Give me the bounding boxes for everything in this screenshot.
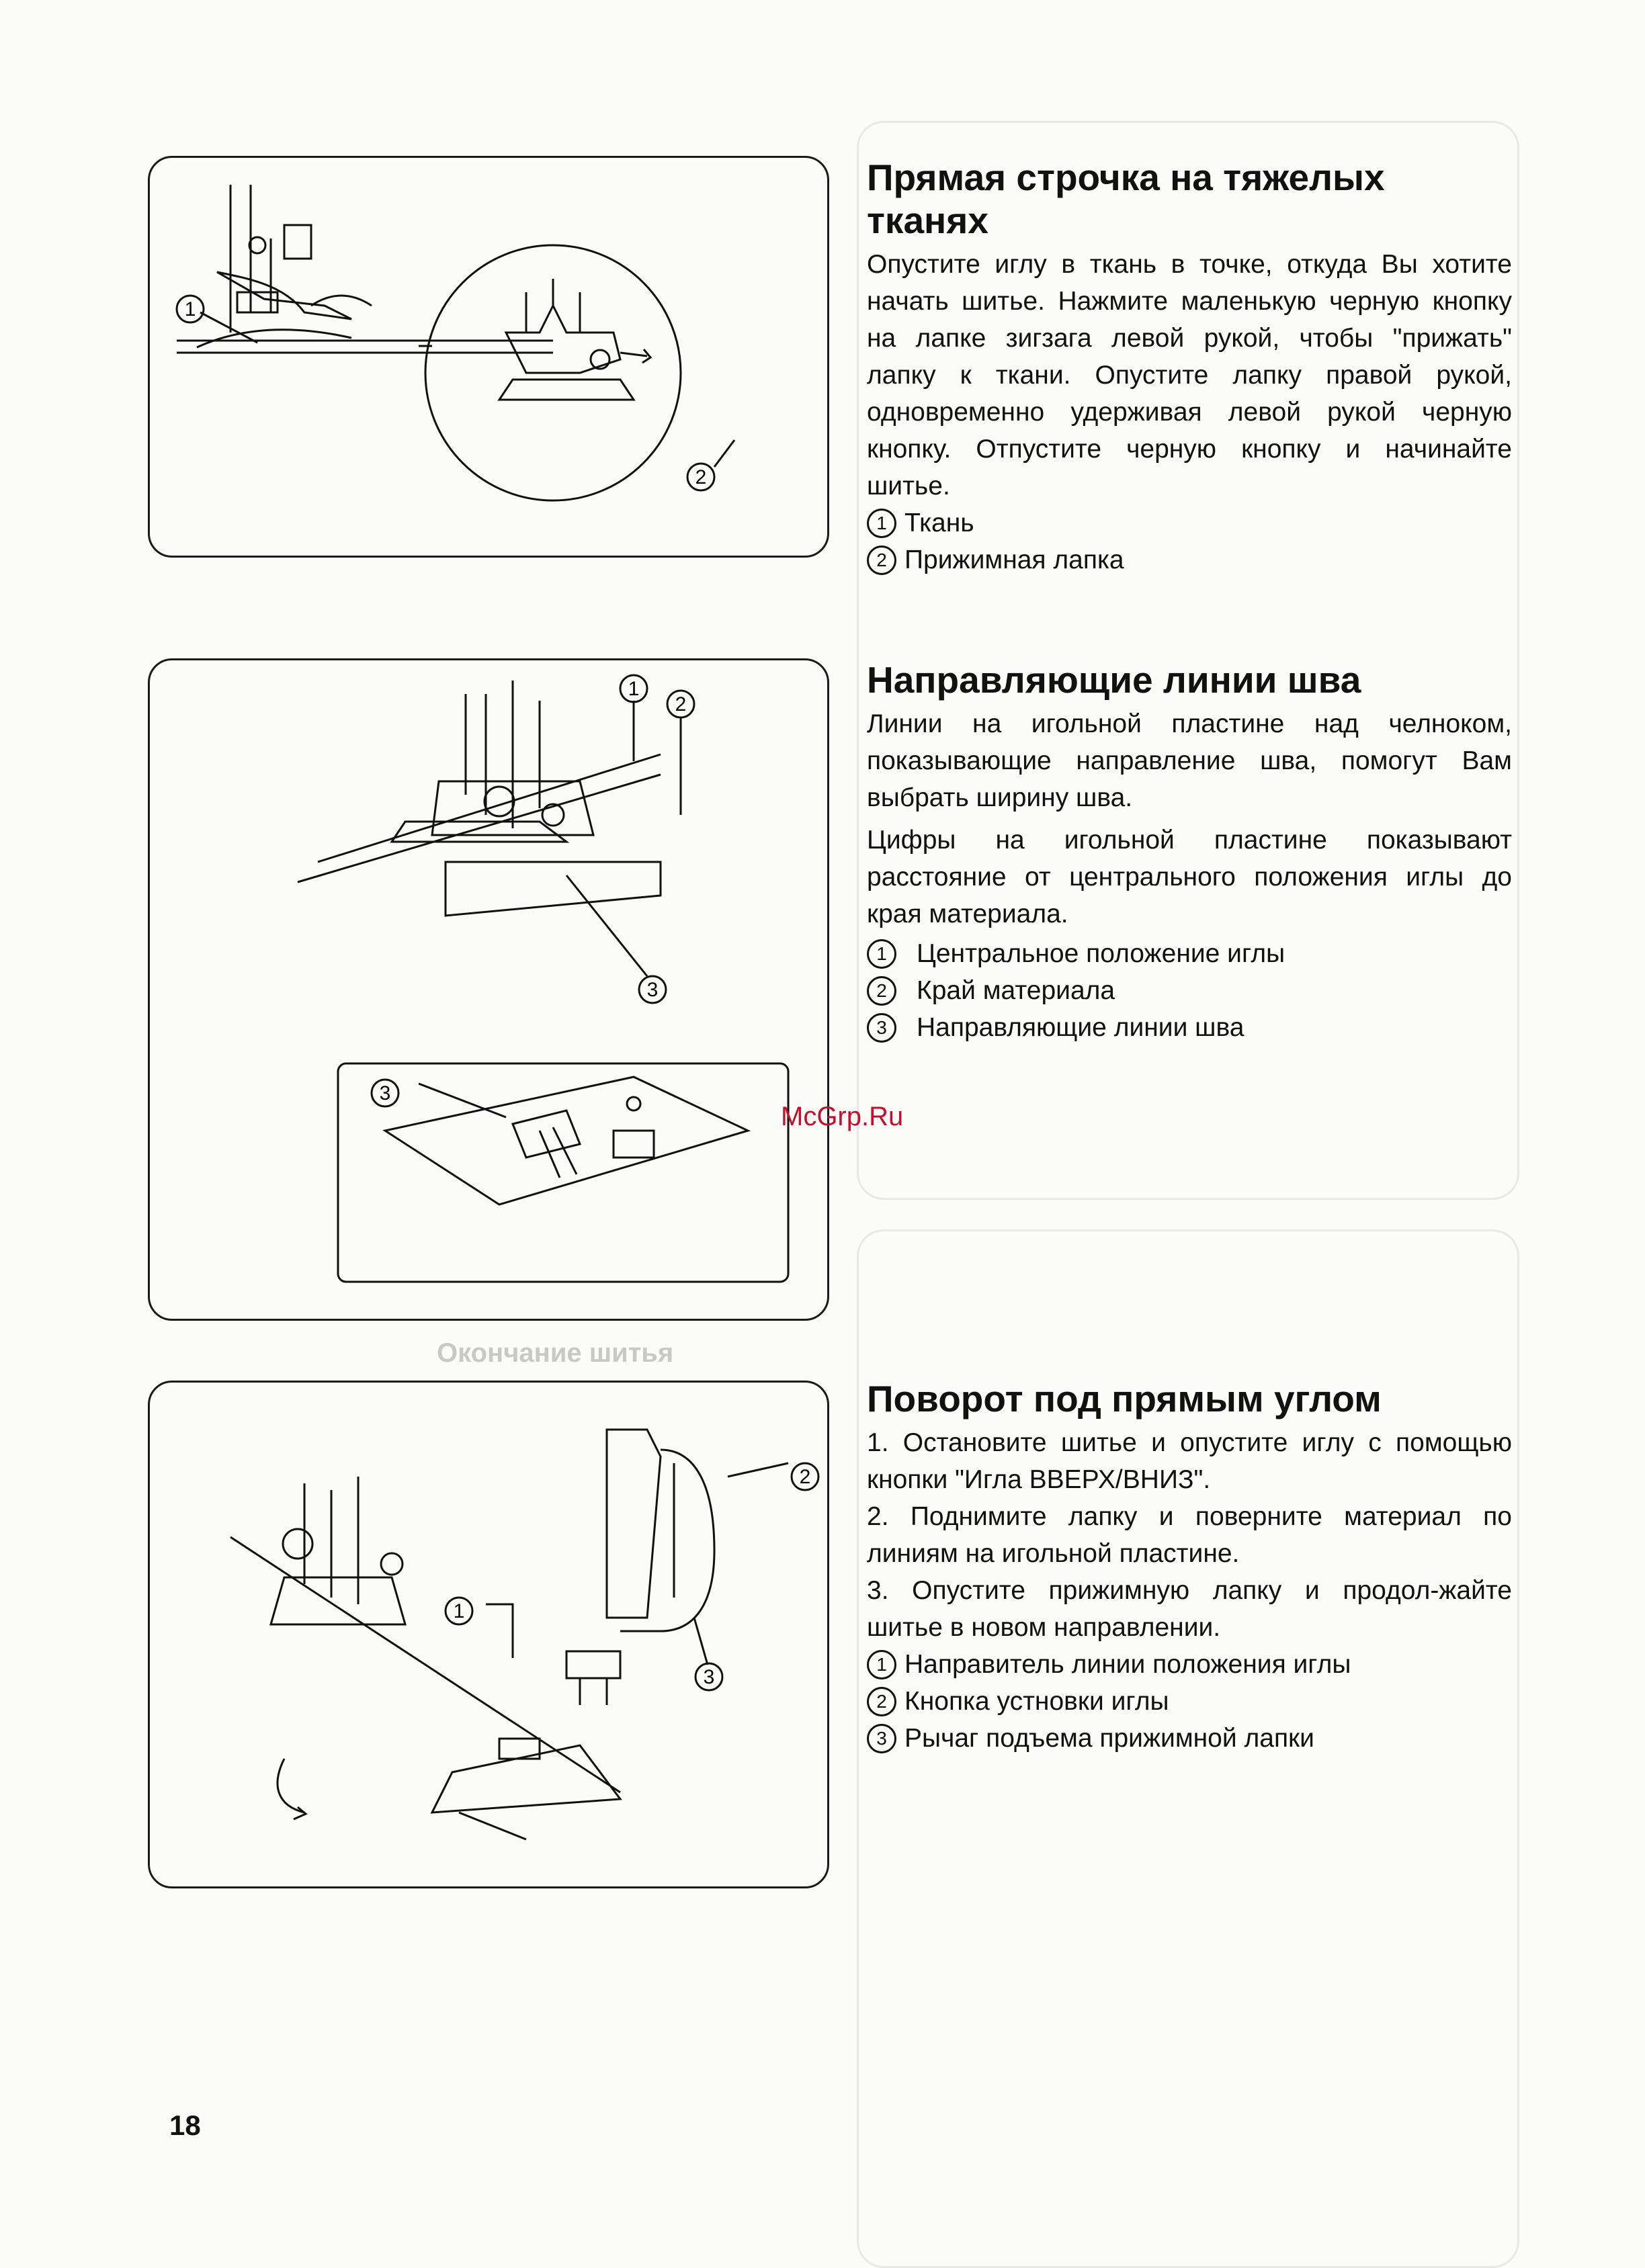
list-item [867,1009,1512,1046]
watermark: McGrp.Ru [781,1102,904,1131]
callout-number: 2 [867,546,896,575]
list-item-text: Кнопка устновки иглы [904,1687,1169,1716]
figure-1-callout-2: 2 [695,466,707,488]
figure-2-inset-callout-3: 3 [379,1082,391,1104]
figure-3-callout-3: 3 [703,1666,715,1688]
list-item [867,935,1512,972]
section-heavy-fabric-title: Прямая строчка на тяжелых тканях [867,157,1385,241]
list-item-text: Прижимная лапка [904,546,1124,574]
step-text: 3. Опустите прижимную лапку и продол-жайте шитье в новом направлении. [867,1576,1512,1642]
step-text: 1. Остановите шитье и опустите иглу с помощью кнопки "Игла ВВЕРХ/ВНИЗ". [867,1428,1512,1494]
list-item [867,1720,1512,1757]
figure-1-frame [148,156,829,558]
section-right-angle [867,1377,1512,1757]
figure-2-callout-3: 3 [646,979,659,1001]
list-item-text: Рычаг подъема прижимной лапки [904,1724,1314,1753]
list-item [867,505,1512,541]
section-seam-guides-paragraph-1: Линии на игольной пластине над челноком, показывающие направление шва, помогут Вам выбрать ширину шва. [867,709,1512,812]
callout-number: 1 [867,1650,896,1680]
callout-number: 3 [867,1013,896,1043]
list-item-text: Центральное положение иглы [917,939,1285,968]
list-item-text: Край материала [917,976,1115,1005]
figure-1-callout-1: 1 [184,298,196,320]
page-number: 18 [169,2109,201,2141]
section-heavy-fabric-paragraph: Опустите иглу в ткань в точке, откуда Вы хотите начать шитье. Нажмите маленькую черную кнопку на лапке зигзага левой рукой, чтобы "прижать" лапку к ткани. Опустите лапку правой рукой, одновременно удерживая левой рукой черную кнопку. Отпустите черную кнопку и начинайте шитье. [867,250,1512,500]
figure-3-frame [148,1381,829,1888]
section-seam-guides-title: Направляющие линии шва [867,659,1361,701]
section-heavy-fabric [867,156,1512,578]
figure-2-callout-2: 2 [675,693,687,715]
list-item-text: Направитель линии положения иглы [904,1650,1351,1679]
callout-number: 2 [867,976,896,1006]
callout-number: 3 [867,1724,896,1753]
step-text: 2. Поднимите лапку и поверните материал по линиям на игольной пластине. [867,1502,1512,1568]
list-item [867,972,1512,1009]
list-item-text: Направляющие линии шва [917,1013,1245,1042]
callout-number: 1 [867,509,896,538]
bleed-through-heading-2: Окончание шитья [437,1338,674,1368]
figure-3-callout-2: 2 [799,1466,811,1488]
list-item [867,1646,1512,1683]
list-item [867,1683,1512,1720]
figure-3-callout-1: 1 [453,1600,465,1622]
callout-number: 1 [867,939,896,969]
section-seam-guides-paragraph-2: Цифры на игольной пластине показывают расстояние от центрального положения иглы до края материала. [867,826,1512,928]
list-item-text: Ткань [904,509,974,537]
figure-1-presser-foot-illustration [150,158,827,556]
figure-2-frame [148,658,829,1321]
figure-2-callout-1: 1 [628,678,640,700]
figure-3-pivot-illustration [150,1383,827,1886]
list-item [867,541,1512,578]
callout-number: 2 [867,1687,896,1716]
figure-2-needle-plate-illustration [150,660,827,1319]
section-right-angle-title: Поворот под прямым углом [867,1378,1382,1420]
section-seam-guides [867,658,1512,1046]
